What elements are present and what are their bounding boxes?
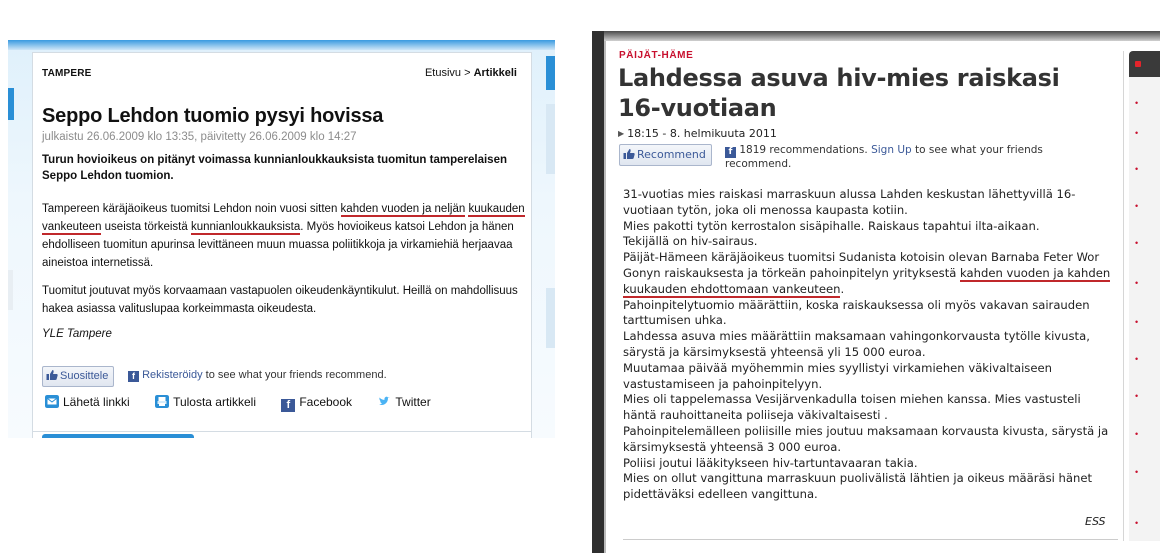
article-title: Lahdessa asuva hiv-mies raiskasi 16-vuotiaan [618, 64, 1060, 122]
recommend-button-label: Recommend [637, 148, 706, 161]
body-line: Poliisi joutui lääkitykseen hiv-tartuntavaaran takia. [623, 455, 918, 470]
recommend-info [725, 144, 1095, 171]
sidebar-background [1129, 77, 1160, 541]
share-twitter-label: Twitter [395, 395, 431, 409]
sidebar-bullet[interactable]: • [1135, 467, 1139, 477]
share-email-label: Lähetä linkki [63, 395, 130, 409]
right-edge-panel-2 [546, 288, 555, 348]
sidebar-bullet[interactable]: • [1135, 238, 1139, 248]
article-lead: Turun hovioikeus on pitänyt voimassa kunnianloukkauksista tuomitun tamperelaisen Seppo Lehdon tuomion. [42, 154, 507, 182]
sidebar-bullet[interactable]: • [1135, 201, 1139, 211]
register-text: to see what your friends recommend. [202, 369, 387, 381]
envelope-icon [45, 395, 59, 408]
body-line: Pahoinpitelytuomio määrättiin, koska raiskauksessa oli myös vakavan sairauden tarttumisen uhka. [623, 297, 1090, 328]
printer-icon [155, 395, 169, 408]
body-line: Muutamaa päivää myöhemmin mies syyllistyi virkamiehen väkivaltaiseen vastustamiseen ja pahoinpitelyyn. [623, 360, 1052, 391]
article-paragraph-1 [42, 200, 527, 272]
breadcrumb-home[interactable]: Etusivu [424, 67, 462, 79]
sidebar-header [1129, 51, 1160, 77]
article-source: YLE Tampere [42, 328, 112, 340]
share-facebook-label: Facebook [299, 395, 353, 409]
recommend-button-label: Suosittele [60, 370, 109, 382]
register-link[interactable]: Rekisteröidy [142, 369, 203, 381]
sidebar-bullet[interactable]: • [1135, 98, 1139, 108]
body-line: Mies pakotti tytön kerrostalon sisäpihalle. Raiskaus tapahtui ilta-aikaan. [623, 218, 1040, 233]
sidebar-bullet[interactable]: • [1135, 354, 1139, 364]
left-edge-panel [8, 270, 13, 310]
sidebar-bullet[interactable]: • [1135, 128, 1139, 138]
body-line: Pahoinpitelemälleen poliisille mies joutuu maksamaan korvausta kivusta, särystä ja kärsimyksestä yhteensä 3 000 euroa. [623, 423, 1109, 454]
right-edge-panel [546, 104, 555, 174]
body-line-sentence [623, 250, 1113, 297]
breadcrumb-separator: > [464, 67, 471, 79]
article-meta: julkaistu 26.06.2009 klo 13:35, päivitetty 26.06.2009 klo 14:27 [42, 131, 357, 143]
share-email-link[interactable] [45, 395, 130, 409]
share-print-label: Tulosta artikkeli [173, 395, 256, 409]
ess-article-screenshot [592, 31, 1160, 553]
column-divider [1123, 51, 1124, 541]
underlined-sentence: kahden vuoden ja kahden kuukauden ehdottomaan vankeuteen [623, 265, 1111, 296]
article-title: Seppo Lehdon tuomio pysyi hovissa [42, 105, 384, 127]
breadcrumb [425, 67, 517, 79]
bottom-divider [623, 539, 1118, 540]
sidebar-bullet[interactable]: • [1135, 278, 1139, 288]
body-line: Lahdessa asuva mies määrättiin maksamaan vahingonkorvausta tytölle kivusta, särystä ja kärsimyksestä yhteensä yli 15 000 euroa. [623, 329, 1090, 359]
triangle-icon: ▶ [618, 129, 625, 138]
p1-text-1: Tampereen käräjäoikeus tuomitsi Lehdon noin vuosi sitten [42, 203, 341, 215]
signup-link[interactable]: Sign Up [871, 144, 912, 156]
article-paragraph-2: Tuomitut joutuvat myös korvaamaan vastapuolen oikeudenkäyntikulut. Heillä on mahdollisuus hakea asiassa valituslupaa korkeimmasta oikeudesta. [42, 285, 518, 315]
article-signature: ESS [1085, 515, 1106, 528]
underlined-sentence-part-1: kahden vuoden ja neljän [340, 203, 466, 215]
article-body [623, 187, 1113, 503]
thumbs-up-icon [623, 148, 635, 160]
yle-article-screenshot [8, 40, 555, 438]
facebook-icon: f [128, 371, 139, 382]
facebook-icon: f [725, 147, 736, 158]
sidebar-bullet[interactable]: • [1135, 164, 1139, 174]
facebook-logo-icon: f [281, 399, 295, 412]
right-edge-tab [546, 56, 555, 90]
recommend-count: 1819 recommendations. [739, 144, 872, 156]
sidebar-bullet[interactable]: • [1135, 518, 1139, 528]
left-frame [604, 41, 606, 553]
body-line: Mies on ollut vangittuna marraskuun puolivälistä lähtien ja oikeus määräsi hänet pidettäväksi edelleen vangittuna. [623, 471, 1093, 502]
p1-text-4: . Myös hovioikeus katsoi Lehdon ja hänen ehdolliseen tuomitun apurinsa levittäneen muun muassa poliitikkoja ja virkamiehiä herjaavaa aineistoa internetissä. [42, 221, 514, 269]
top-frame [604, 31, 1160, 41]
p1-text-3: useista törkeistä [101, 221, 191, 233]
share-facebook-link[interactable] [281, 395, 352, 412]
share-print-link[interactable] [155, 395, 256, 409]
sidebar-marker-icon [1135, 61, 1141, 67]
recommend-button[interactable] [42, 366, 114, 387]
left-edge-tab [8, 88, 14, 120]
twitter-icon [377, 395, 391, 408]
section-label[interactable]: PÄIJÄT-HÄME [619, 50, 694, 61]
body-line: Tekijällä on hiv-sairaus. [623, 234, 758, 249]
breadcrumb-current: Artikkeli [473, 67, 517, 79]
sidebar-bullet[interactable]: • [1135, 317, 1139, 327]
recommend-button[interactable] [619, 144, 712, 166]
top-gradient-bar [8, 40, 555, 50]
dark-left-border [592, 31, 604, 553]
body-line: Mies oli tappelemassa Vesijärvenkadulla toisen miehen kanssa. Mies vastusteli häntä rauhoittaneita poliiseja väkivaltaisesti . [623, 392, 1081, 423]
article-date-text: 18:15 - 8. helmikuuta 2011 [627, 127, 777, 140]
register-line [128, 369, 387, 382]
region-label: TAMPERE [42, 68, 92, 79]
signup-text: to see what your friends recommend. [725, 144, 1043, 170]
article-date [618, 127, 777, 140]
thumbs-up-icon [46, 369, 58, 381]
underlined-sentence-part-2: kuukauden vankeuteen [42, 203, 525, 233]
sentence-intro: Päijät-Hämeen käräjäoikeus tuomitsi Sudanista kotoisin olevan Barnaba Feter Wor Gonyn raiskauksesta ja törkeän pahoinpitelyn yrityksestä [623, 250, 1100, 280]
share-toolbar [45, 395, 453, 412]
sidebar-bullet[interactable]: • [1135, 429, 1139, 439]
sentence-end: . [840, 281, 845, 296]
underlined-charge: kunnianloukkauksista [190, 221, 301, 233]
body-line: 31-vuotias mies raiskasi marraskuun alussa Lahden keskustan lähettyvillä 16-vuotiaan tytön, joka oli menossa kaupasta kotiin. [623, 187, 1076, 217]
sidebar-bullet[interactable]: • [1135, 391, 1139, 401]
article-container [32, 52, 532, 433]
share-twitter-link[interactable] [377, 395, 430, 409]
next-panel-tab [42, 434, 194, 438]
